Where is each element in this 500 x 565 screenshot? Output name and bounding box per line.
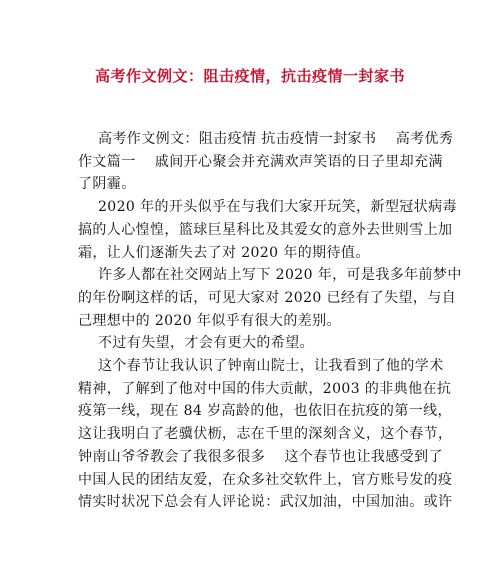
- document-body: [78, 128, 462, 514]
- text-line: 2020 年的开头似乎在与我们大家开玩笑，新型冠状病毒: [98, 199, 457, 216]
- paragraph-hope: [78, 332, 448, 355]
- text-line: 霜，让人们逐渐失去了对 2020 年的期待值。: [78, 244, 370, 261]
- text-line: 高考作文例文：阻击疫情 抗击疫情一封家书 高考优秀: [98, 131, 454, 147]
- paragraph-social-posts: [78, 264, 462, 332]
- text-line: 疫第一线，现在 84 岁高龄的他，也依旧在抗疫的第一线，: [78, 403, 452, 420]
- text-line: 的年份啊这样的话，可见大家对 2020 已经有了失望，与自: [78, 289, 457, 306]
- text-line: 这让我明白了老骥伏枥，志在千里的深刻含义，这个春节，: [78, 426, 453, 443]
- text-line: 这个春节让我认识了钟南山院士，让我看到了他的学术: [98, 358, 444, 375]
- paragraph-zhong-nanshan: [78, 355, 453, 514]
- text-line: 了阴霾。: [78, 176, 136, 193]
- text-line: 己理想中的 2020 年似乎有很大的差别。: [78, 312, 341, 329]
- text-line: 钟南山爷爷教会了我很多很多 这个春节也让我感受到了: [78, 448, 443, 465]
- text-line: 情实时状况下总会有人评论说：武汉加油，中国加油。或许: [78, 494, 453, 511]
- text-line: 精神，了解到了他对中国的伟大贡献，2003 的非典他在抗: [78, 380, 452, 397]
- text-line: 搞的人心惶惶，篮球巨星科比及其爱女的意外去世则雪上加: [78, 221, 453, 238]
- paragraph-intro: [78, 128, 454, 196]
- document-title: 高考作文例文：阻击疫情，抗击疫情一封家书: [94, 67, 405, 85]
- paragraph-2020-start: [78, 196, 457, 264]
- text-line: 中国人民的团结友爱，在众多社交软件上，官方账号发的疫: [78, 471, 453, 488]
- text-line: 作文篇一 戚间开心聚会并充满欢声笑语的日子里却充满: [78, 153, 443, 170]
- text-line: 许多人都在社交网站上写下 2020 年，可是我多年前梦中: [98, 267, 462, 284]
- text-line: 不过有失望，才会有更大的希望。: [98, 335, 314, 352]
